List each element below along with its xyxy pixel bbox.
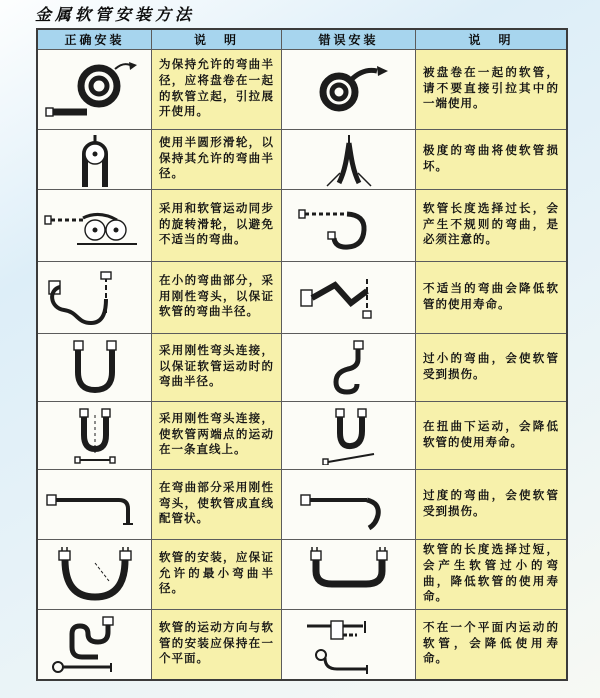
- table-row: [38, 334, 566, 402]
- row4-correct-image-cell: [38, 262, 152, 334]
- row1-correct-image-cell: [38, 50, 152, 130]
- header-wrong-install: 错误安装: [282, 30, 416, 50]
- header-correct-note: 说 明: [152, 30, 282, 50]
- row9-wrong-image-cell: [282, 610, 416, 679]
- table-row: [38, 262, 566, 334]
- table-row: [38, 190, 566, 262]
- u-hose-minimum-bend-radius-icon: [45, 546, 145, 604]
- u-hose-with-rigid-elbows-icon: [50, 339, 140, 397]
- row3-correct-image-cell: [38, 190, 152, 262]
- row6-wrong-image-cell: [282, 402, 416, 470]
- coiled-hose-end-pulled-icon: [297, 56, 401, 124]
- installation-table: [36, 28, 568, 681]
- hose-with-synchronized-rollers-icon: [43, 196, 147, 256]
- row2-wrong-desc: 极度的弯曲将使软管损坏。: [416, 130, 566, 190]
- row2-correct-image-cell: [38, 130, 152, 190]
- improper-sharp-bend-icon: [297, 267, 401, 329]
- row7-correct-image-cell: [38, 470, 152, 540]
- hose-overbent-end-icon: [297, 478, 401, 532]
- coiled-hose-upright-icon: [43, 56, 147, 124]
- hose-too-tight-hook-icon: [304, 339, 394, 397]
- row5-correct-desc: 采用刚性弯头连接，以保证软管运动时的弯曲半径。: [152, 334, 282, 402]
- straight-hose-with-rigid-elbow-icon: [43, 478, 147, 532]
- row8-wrong-image-cell: [282, 540, 416, 610]
- row9-correct-desc: 软管的运动方向与软管的安装应保持在一个平面。: [152, 610, 282, 679]
- table-row: [38, 470, 566, 540]
- row8-wrong-desc: 软管的长度选择过短，会产生软管过小的弯曲，降低软管的使用寿命。: [416, 540, 566, 610]
- row8-correct-image-cell: [38, 540, 152, 610]
- row9-wrong-desc: 不在一个平面内运动的软管，会降低使用寿命。: [416, 610, 566, 679]
- table-row: [38, 402, 566, 470]
- row1-wrong-image-cell: [282, 50, 416, 130]
- row4-correct-desc: 在小的弯曲部分，采用刚性弯头，以保证软管的弯曲半径。: [152, 262, 282, 334]
- table-row: [38, 540, 566, 610]
- overlong-hose-irregular-loop-icon: [297, 196, 401, 256]
- row7-wrong-desc: 过度的弯曲，会使软管受到损伤。: [416, 470, 566, 540]
- table-row: [38, 50, 566, 130]
- page-title: 金属软管安装方法: [35, 7, 196, 24]
- row9-correct-image-cell: [38, 610, 152, 679]
- row4-wrong-desc: 不适当的弯曲会降低软管的使用寿命。: [416, 262, 566, 334]
- table-row: [38, 610, 566, 679]
- row7-wrong-image-cell: [282, 470, 416, 540]
- row1-correct-desc: 为保持允许的弯曲半径，应将盘卷在一起的软管立起，引拉展开使用。: [152, 50, 282, 130]
- row6-correct-desc: 采用刚性弯头连接，使软管两端点的运动在一条直线上。: [152, 402, 282, 470]
- u-hose-twisted-motion-icon: [304, 407, 394, 465]
- row2-correct-desc: 使用半圆形滑轮，以保持其允许的弯曲半径。: [152, 130, 282, 190]
- row5-wrong-desc: 过小的弯曲，会使软管受到损伤。: [416, 334, 566, 402]
- row7-correct-desc: 在弯曲部分采用刚性弯头，使软管成直线配管状。: [152, 470, 282, 540]
- table-header-row: [38, 30, 566, 50]
- row3-wrong-image-cell: [282, 190, 416, 262]
- row5-correct-image-cell: [38, 334, 152, 402]
- row6-correct-image-cell: [38, 402, 152, 470]
- hose-motion-in-one-plane-icon: [43, 615, 147, 675]
- row4-wrong-image-cell: [282, 262, 416, 334]
- row6-wrong-desc: 在扭曲下运动，会降低软管的使用寿命。: [416, 402, 566, 470]
- row3-correct-desc: 采用和软管运动同步的旋转滑轮，以避免不适当的弯曲。: [152, 190, 282, 262]
- header-wrong-note: 说 明: [416, 30, 566, 50]
- hose-extreme-kink-icon: [307, 133, 391, 187]
- u-hose-ends-inline-motion-icon: [50, 407, 140, 465]
- row1-wrong-desc: 被盘卷在一起的软管，请不要直接引拉其中的一端使用。: [416, 50, 566, 130]
- header-correct-install: 正确安装: [38, 30, 152, 50]
- hose-motion-out-of-plane-icon: [297, 615, 401, 675]
- short-hose-flattened-bend-icon: [299, 546, 399, 604]
- table-row: [38, 130, 566, 190]
- row3-wrong-desc: 软管长度选择过长，会产生不规则的弯曲，是必须注意的。: [416, 190, 566, 262]
- row8-correct-desc: 软管的安装，应保证允许的最小弯曲半径。: [152, 540, 282, 610]
- rigid-elbow-at-small-bend-icon: [43, 267, 147, 329]
- hose-over-semicircular-pulley-icon: [53, 133, 137, 187]
- row5-wrong-image-cell: [282, 334, 416, 402]
- row2-wrong-image-cell: [282, 130, 416, 190]
